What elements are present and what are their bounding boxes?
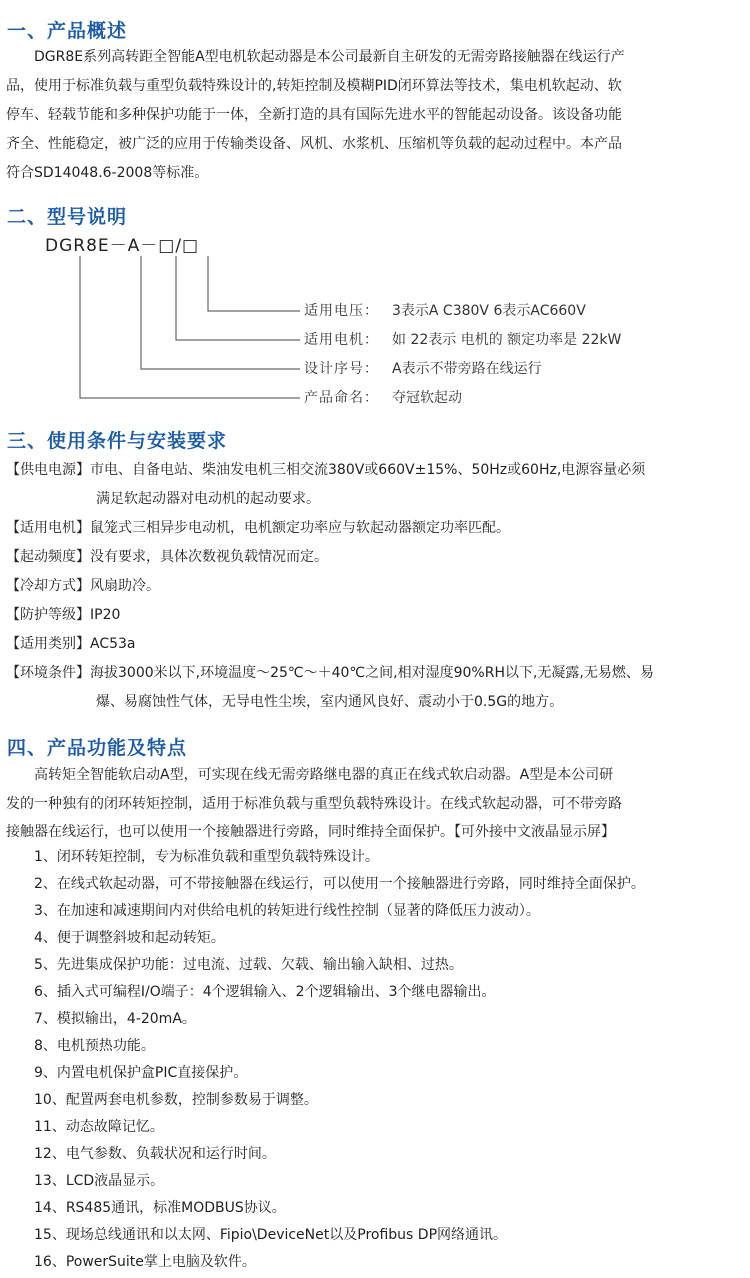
- condition-label: 【起动频度】: [6, 549, 90, 565]
- condition-row-protection: [6, 601, 120, 629]
- condition-label: 【适用电机】: [6, 520, 90, 536]
- legend-motor: [304, 330, 621, 350]
- condition-row-power: [6, 456, 645, 484]
- condition-value: 没有要求，具体次数视负载情况而定。: [90, 549, 328, 565]
- leader-line-motor: [176, 256, 300, 340]
- feature-item: 8、电机预热功能。: [34, 1038, 155, 1054]
- legend-name: [304, 388, 462, 408]
- feature-item: 7、模拟输出，4-20mA。: [34, 1011, 196, 1027]
- legend-key: 适用电压：: [304, 303, 379, 319]
- feature-item: 13、LCD液晶显示。: [34, 1173, 165, 1189]
- feature-item: 16、PowerSuite掌上电脑及软件。: [34, 1254, 256, 1270]
- feature-item: 2、在线式软起动器，可不带接触器在线运行，可以使用一个接触器进行旁路，同时维持全面保护。: [34, 876, 645, 892]
- condition-row-cooling: [6, 572, 160, 600]
- legend-key: 设计序号：: [304, 361, 379, 377]
- legend-voltage: [304, 301, 586, 321]
- condition-row-frequency: [6, 543, 328, 571]
- feature-item: 10、配置两套电机参数，控制参数易于调整。: [34, 1092, 318, 1108]
- condition-value: AC53a: [90, 636, 136, 652]
- feature-item: 9、内置电机保护盒PIC直接保护。: [34, 1065, 248, 1081]
- condition-row-environment: [6, 659, 654, 687]
- overview-line-3: 停车、轻载节能和多种保护功能于一体，全新打造的具有国际先进水平的智能起动设备。该设备功能: [6, 107, 622, 123]
- overview-line-1: DGR8E系列高转距全智能A型电机软起动器是本公司最新自主研发的无需旁路接触器在线运行产: [34, 49, 625, 65]
- condition-value: 风扇助冷。: [90, 578, 160, 594]
- model-diagram-lines: [0, 0, 750, 420]
- legend-key: 产品命名：: [304, 390, 379, 406]
- condition-value: 鼠笼式三相异步电动机，电机额定功率应与软起动器额定功率匹配。: [90, 520, 510, 536]
- features-intro-line-1: 高转矩全智能软启动A型，可实现在线无需旁路继电器的真正在线式软启动器。A型是本公司研: [34, 767, 614, 783]
- leader-line-design: [141, 256, 300, 369]
- feature-item: 15、现场总线通讯和以太网、Fipio\DeviceNet以及Profibus DP网络通讯。: [34, 1227, 508, 1243]
- condition-label: 【冷却方式】: [6, 578, 90, 594]
- legend-value: 3表示A C380V 6表示AC660V: [392, 303, 586, 319]
- condition-value: IP20: [90, 607, 121, 623]
- feature-item: 6、插入式可编程I/O端子：4个逻辑输入、2个逻辑输出、3个继电器输出。: [34, 984, 496, 1000]
- feature-item: 4、便于调整斜坡和起动转矩。: [34, 930, 225, 946]
- feature-item: 1、闭环转矩控制，专为标准负载和重型负载特殊设计。: [34, 849, 379, 865]
- feature-item: 12、电气参数、负载状况和运行时间。: [34, 1146, 276, 1162]
- condition-value: 市电、自备电站、柴油发电机三相交流380V或660V±15%、50Hz或60Hz,电源容量必须: [90, 462, 646, 478]
- condition-label: 【供电电源】: [6, 462, 90, 478]
- section-title-conditions: 三、使用条件与安装要求: [7, 430, 228, 452]
- feature-item: 3、在加速和减速期间内对供给电机的转矩进行线性控制（显著的降低压力波动）。: [34, 903, 540, 919]
- section-title-features: 四、产品功能及特点: [7, 737, 188, 759]
- legend-value: 如 22表示 电机的 额定功率是 22kW: [392, 332, 622, 348]
- leader-line-name: [80, 256, 300, 398]
- feature-item: 11、动态故障记忆。: [34, 1119, 164, 1135]
- overview-line-4: 齐全、性能稳定，被广泛的应用于传输类设备、风机、水浆机、压缩机等负载的起动过程中。本产品: [6, 136, 622, 152]
- legend-value: A表示不带旁路在线运行: [392, 361, 542, 377]
- features-intro-line-3: 接触器在线运行，也可以使用一个接触器进行旁路，同时维持全面保护。【可外接中文液晶显示屏】: [6, 824, 615, 840]
- condition-row-environment-cont: 爆、易腐蚀性气体，无导电性尘埃，室内通风良好、震动小于0.5G的地方。: [96, 694, 564, 710]
- condition-label: 【防护等级】: [6, 607, 90, 623]
- condition-label: 【环境条件】: [6, 665, 90, 681]
- section-title-model: 二、型号说明: [7, 206, 128, 228]
- overview-line-5: 符合SD14048.6-2008等标准。: [6, 165, 209, 181]
- legend-key: 适用电机：: [304, 332, 379, 348]
- condition-row-motor: [6, 514, 510, 542]
- section-title-overview: 一、产品概述: [7, 20, 128, 42]
- model-code: DGR8E－A－□/□: [45, 236, 200, 256]
- condition-row-category: [6, 630, 136, 658]
- condition-value: 海拔3000米以下,环境温度～25℃～＋40℃之间,相对湿度90%RH以下,无凝露,无易燃、易: [90, 665, 654, 681]
- legend-design: [304, 359, 542, 379]
- feature-item: 14、RS485通讯，标准MODBUS协议。: [34, 1200, 286, 1216]
- features-intro-line-2: 发的一种独有的闭环转矩控制，适用于标准负载与重型负载特殊设计。在线式软起动器，可不带旁路: [6, 796, 622, 812]
- leader-line-voltage: [208, 256, 300, 311]
- condition-label: 【适用类别】: [6, 636, 90, 652]
- overview-line-2: 品，使用于标准负载与重型负载特殊设计的,转矩控制及模糊PID闭环算法等技术，集电机软起动、软: [6, 78, 622, 94]
- condition-row-power-cont: 满足软起动器对电动机的起动要求。: [96, 491, 320, 507]
- legend-value: 夺冠软起动: [392, 390, 462, 406]
- feature-item: 5、先进集成保护功能：过电流、过载、欠载、输出输入缺相、过热。: [34, 957, 463, 973]
